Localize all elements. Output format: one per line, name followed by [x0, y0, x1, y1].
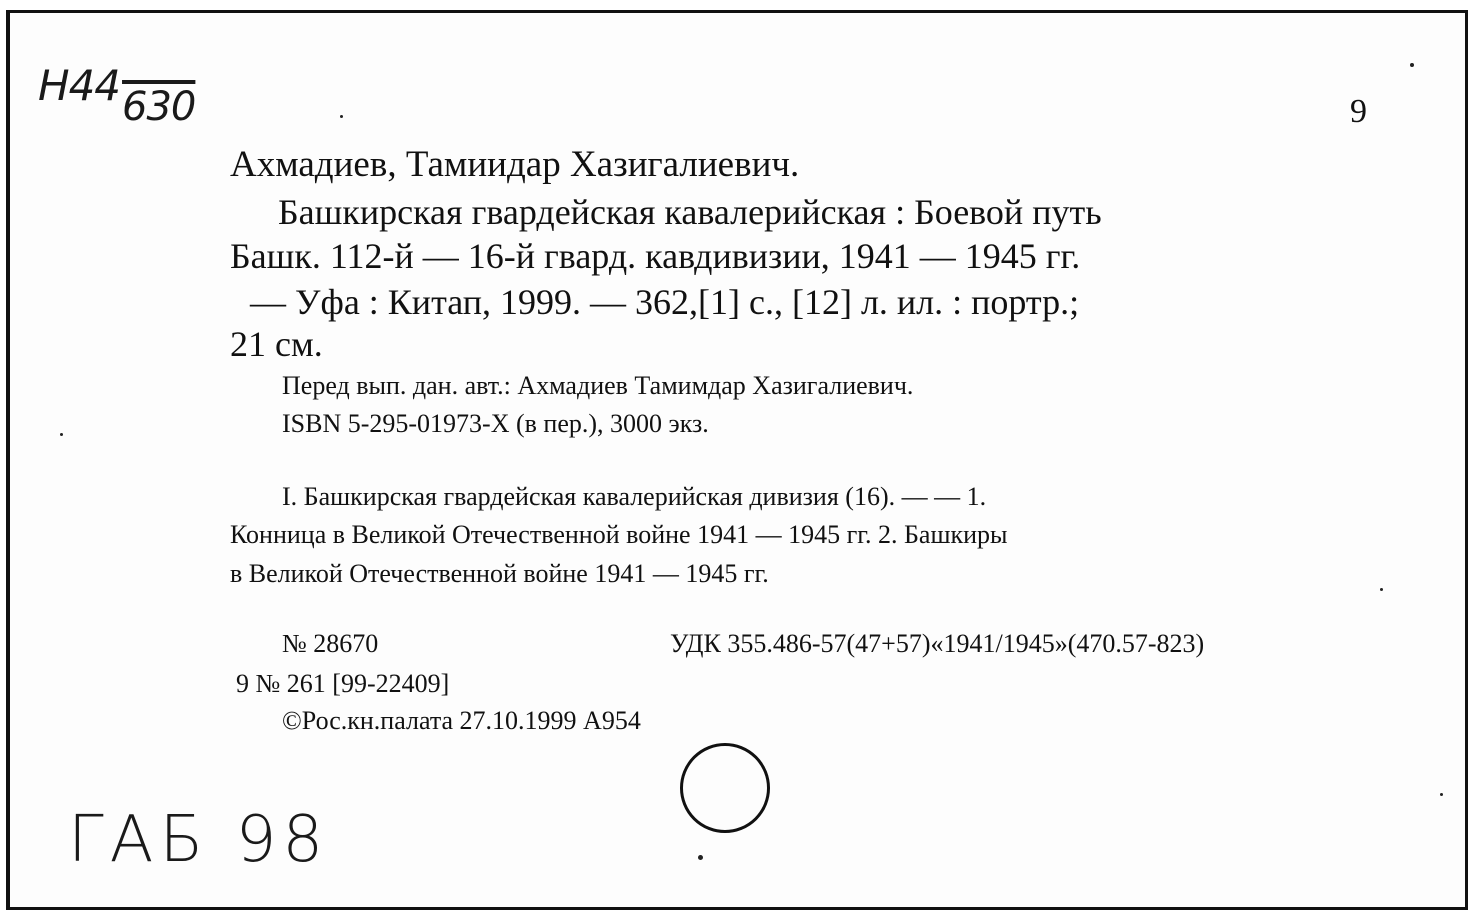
- title-line-3: — Уфа : Китап, 1999. — 362,[1] с., [12] л. ил. : портр.;: [250, 282, 1080, 322]
- speck: [1440, 793, 1443, 796]
- title-line-2: Башк. 112-й — 16-й гвард. кавдивизии, 1941 — 1945 гг.: [230, 236, 1081, 276]
- speck: [1380, 588, 1383, 591]
- speck: [698, 855, 703, 860]
- record-number-2: 9 № 261 [99-22409]: [236, 669, 450, 698]
- handwritten-shelfmark: [38, 61, 196, 130]
- subject-line-1: I. Башкирская гвардейская кавалерийская дивизия (16). — — 1.: [282, 482, 987, 511]
- subject-line-3: в Великой Отечественной войне 1941 — 1945 гг.: [230, 559, 769, 588]
- handwritten-storage-code: ГАБ 98: [68, 803, 330, 877]
- udc-code: УДК 355.486-57(47+57)«1941/1945»(470.57-823): [670, 629, 1205, 658]
- subject-line-2: Конница в Великой Отечественной войне 1941 — 1945 гг. 2. Башкиры: [230, 520, 1008, 549]
- shelfmark-sub: 630: [122, 84, 196, 130]
- card-number: 9: [1350, 93, 1367, 130]
- note-line-1: Перед вып. дан. авт.: Ахмадиев Тамимдар Хазигалиевич.: [282, 371, 914, 400]
- shelfmark-main: Н44: [38, 61, 121, 110]
- punch-hole-circle: [680, 743, 770, 833]
- copyright-line: ©Рос.кн.палата 27.10.1999 А954: [282, 706, 641, 735]
- speck: [340, 115, 343, 118]
- record-number: № 28670: [282, 629, 379, 658]
- author-heading: Ахмадиев, Тамиидар Хазигалиевич.: [230, 144, 800, 185]
- title-line-1: Башкирская гвардейская кавалерийская : Боевой путь: [278, 192, 1102, 232]
- title-line-4: 21 см.: [230, 324, 323, 364]
- speck: [60, 433, 63, 436]
- speck: [1410, 63, 1414, 67]
- isbn-line: ISBN 5-295-01973-X (в пер.), 3000 экз.: [282, 409, 709, 438]
- catalog-card: [6, 10, 1468, 910]
